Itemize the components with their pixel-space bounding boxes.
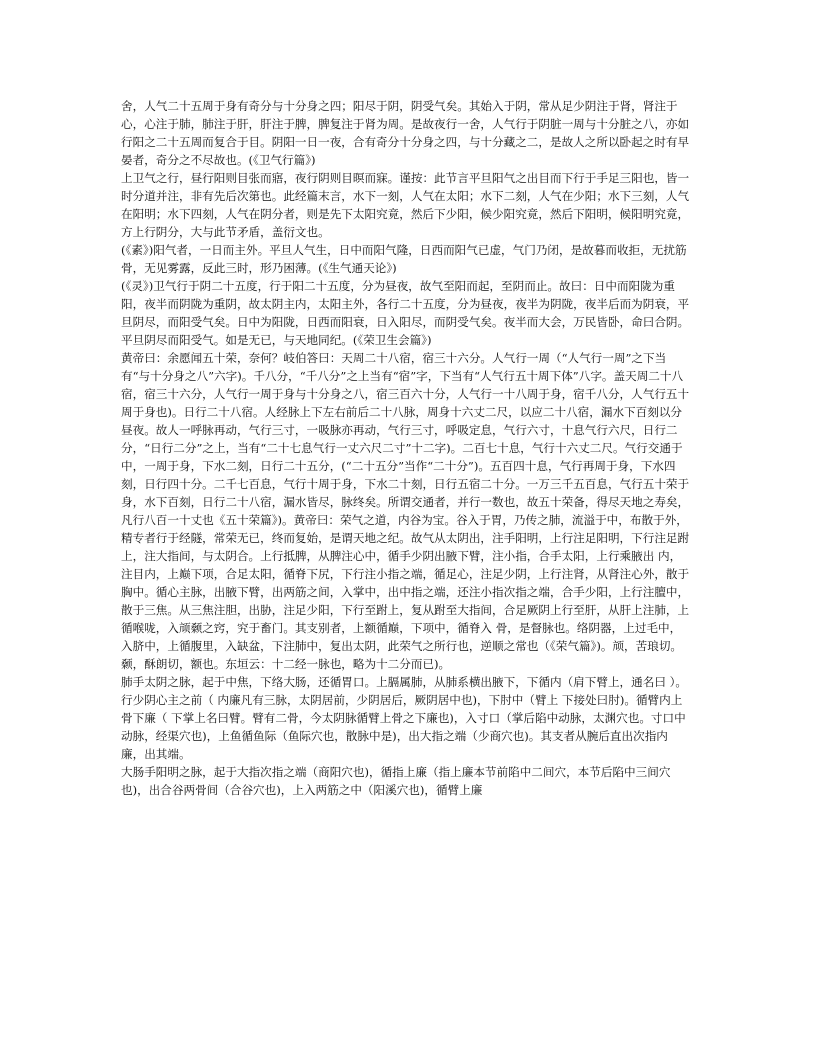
paragraph-large-intestine-meridian: 大肠手阳明之脉，起于大指次指之端（商阳穴也)，循指上廉（指上廉本节前陷中二间穴，本节后陷中三间穴也)，出合谷两骨间（合谷穴也)，上入两筋之中（阳溪穴也)，循臂上廉 <box>121 765 671 797</box>
paragraph-wei-qi-xing: 舍，人气二十五周于身有奇分与十分身之四；阳尽于阴，阴受气矣。其始入于阴，常从足少阴注于肾，肾注于心，心注于肺，肺注于肝，肝注于脾，脾复注于肾为周。是故夜行一舍，人气行于阴脏一周与十分脏之八，亦如行阳之二十五周而复合于目。阴阳一日一夜，合有奇分十分身之四，与十分藏之二，是故人之所以卧起之时有早晏者，奇分之不尽故也。(《卫气行篇》) <box>121 99 690 167</box>
paragraph-lung-meridian: 肺手太阴之脉，起于中焦，下络大肠，还循胃口。上膈属肺，从肺系横出腋下，下循内（肩下臂上，通名曰 ）。行少阴心主之前（ 内廉凡有三脉，太阴居前，少阴居后，厥阴居中也)，下肘中（臂上 下接处曰肘)。循臂内上骨下廉（ 下掌上名曰臂。臂有二骨，今太阴脉循臂上骨之下廉也)，入寸口（掌后陷中动脉，太渊穴也。寸口中动脉，经渠穴也)，上鱼循鱼际（鱼际穴也，散脉中是)，出大指之端（少商穴也)。其支者从腕后直出次指内廉，出其端。 <box>121 675 687 761</box>
paragraph-ling-shu: (《灵》)卫气行于阴二十五度，行于阳二十五度，分为昼夜，故气至阳而起，至阴而止。故曰：日中而阳陇为重阳，夜半而阴陇为重阴，故太阴主内，太阳主外，各行二十五度，分为昼夜，夜半为阴陇，夜半后而为阴衰，平旦阴尽，而阳受气矣。日中为阳陇，日西而阳衰，日入阳尽，而阴受气矣。夜半而大会，万民皆卧，命曰合阴。平旦阴尽而阳受气。如是无已，与天地同纪。(《荣卫生会篇》) <box>121 279 690 347</box>
paragraph-huang-di: 黄帝曰：余愿闻五十荣，奈何？岐伯答曰：天周二十八宿，宿三十六分。人气行一周（“人气行一周”之下当有“与十分身之八”六字)。千八分，“千八分”之上当有“宿”字，下当有“人气行五十周下体”八字。盖天周二十八宿，宿三十六分，人气行一周于身与十分身之八，宿三百六十分，人气行一十八周于身，宿千八分，人气行五十周于身也)。日行二十八宿。人经脉上下左右前后二十八脉，周身十六丈二尺，以应二十八宿，漏水下百刻以分昼夜。故人一呼脉再动，气行三寸，一吸脉亦再动，气行三寸，呼吸定息，气行六寸，十息气行六尺，日行二分，“日行二分”之上，当有“二十七息气行一丈六尺二寸”十二字)。二百七十息，气行十六丈二尺。气行交通于中，一周于身，下水二刻，日行二十五分，(“二十五分”当作“二十分”)。五百四十息，气行再周于身，下水四刻，日行四十分。二千七百息，气行十周于身，下水二十刻，日行五宿二十分。一万三千五百息，气行五十荣于身，水下百刻，日行二十八宿，漏水皆尽，脉终矣。所谓交通者，并行一数也，故五十荣备，得尽天地之寿矣，凡行八百一十丈也《五十荣篇》)。黄帝曰：荣气之道，内谷为宝。谷入于胃，乃传之肺，流溢于中，布散于外，精专者行于经隧，常荣无已，终而复始，是谓天地之纪。故气从太阴出，注手阳明，上行注足阳明，下行注足跗上，注大指间，与太阴合。上行抵脾，从脾注心中，循手少阴出腋下臂，注小指，合手太阳，上行乘腋出 内，注目内，上巅下项，合足太阳，循脊下尻，下行注小指之端，循足心，注足少阴，上行注肾，从肾注心外，散于胸中。循心主脉，出腋下臂，出两筋之间，入掌中，出中指之端，还注小指次指之端，合手少阳，上行注膻中，散于三焦。从三焦注胆，出胁，注足少阳，下行至跗上，复从跗至大指间，合足厥阴上行至肝，从肝上注肺，上循喉咙，入颃颡之窍，究于畜门。其支别者，上额循巅，下项中，循脊入 骨，是督脉也。络阴器，上过毛中，入脐中，上循腹里，入缺盆，下注肺中，复出太阴，此荣气之所行也，逆顺之常也（《荣气篇》)。颃，苦琅切。颡，酥朗切，额也。东垣云：十二经一脉也，略为十二分而已)。 <box>121 351 690 671</box>
document-body <box>121 97 691 799</box>
paragraph-su-wen: (《素》)阳气者，一日而主外。平旦人气生，日中而阳气隆，日西而阳气已虚，气门乃闭，是故暮而收拒，无扰筋骨，无见雾露，反此三时，形乃困薄。(《生气通天论》) <box>121 243 687 275</box>
paragraph-annotation: 上卫气之行，昼行阳则目张而寤，夜行阴则目暝而寐。谨按：此节言平旦阳气之出目而下行于手足三阳也，皆一时分道并注，非有先后次第也。此经篇末言，水下一刻，人气在太阳；水下二刻，人气在少阳；水下三刻，人气在阳明；水下四刻，人气在阴分者，则是先下太阳究竟，然后下少阳，候少阳究竟，然后下阳明，候阳明究竟，方上行阴分，大与此节矛盾，盖衍文也。 <box>121 171 690 239</box>
